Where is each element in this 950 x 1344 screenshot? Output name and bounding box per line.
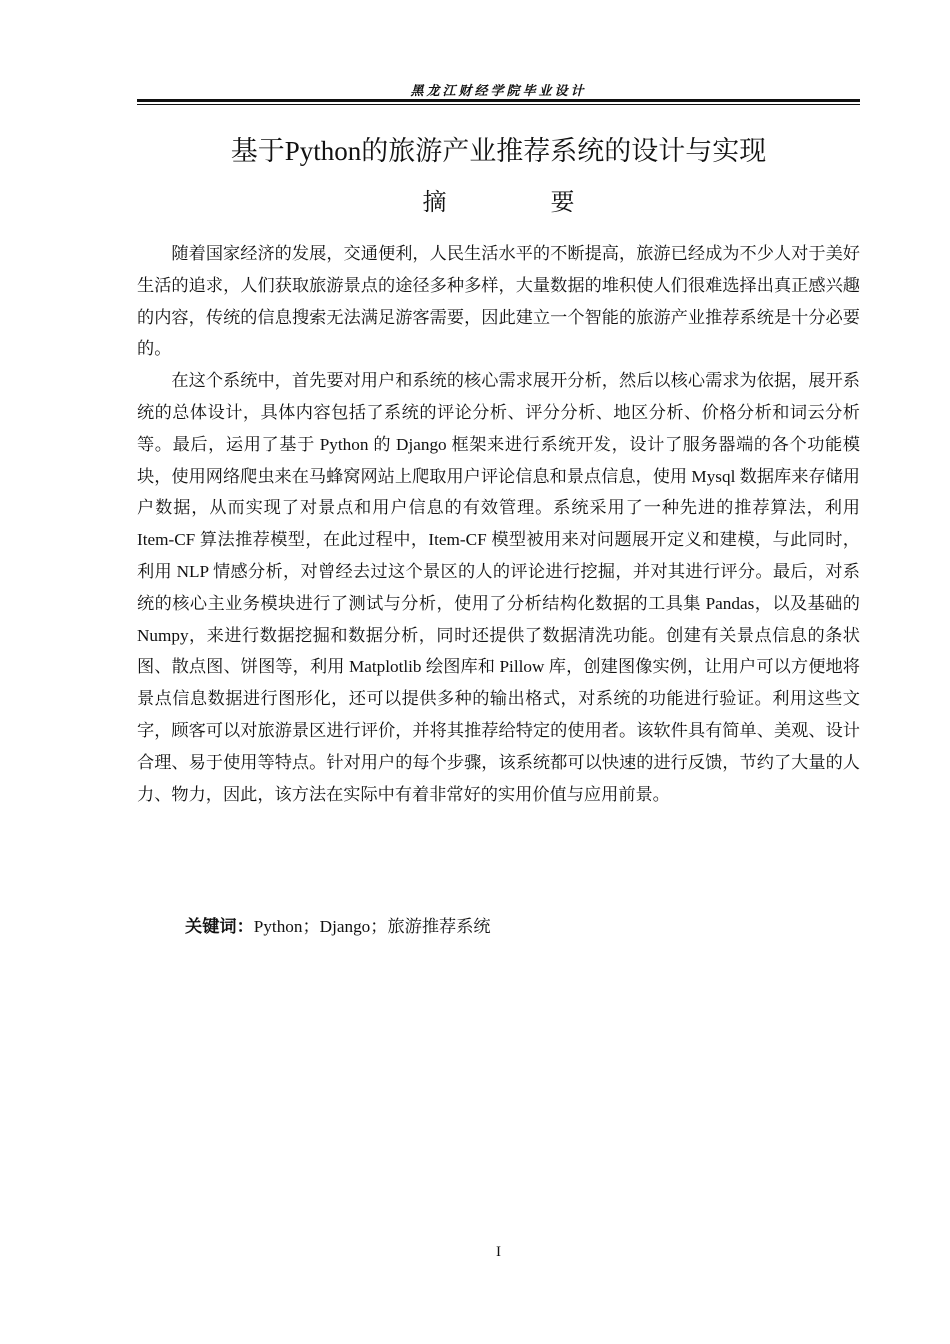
header-rule-thin — [137, 104, 860, 105]
header-rule-thick — [137, 99, 860, 102]
running-header: 黑龙江财经学院毕业设计 — [410, 83, 587, 98]
abstract-body — [137, 238, 860, 810]
keywords-line — [185, 912, 491, 942]
abstract-paragraph-2: 在这个系统中，首先要对用户和系统的核心需求展开分析，然后以核心需求为依据，展开系统的总体设计，具体内容包括了系统的评论分析、评分分析、地区分析、价格分析和词云分析等。最后，运用了基于 Python 的 Django 框架来进行系统开发，设计了服务器端的各个功能模块，使用网络爬虫来在马蜂窝网站上爬取用户评论信息和景点信息，使用 Mysql 数据库来存储用户数据，从而实现了对景点和用户信息的有效管理。系统采用了一种先进的推荐算法，利用 Item-CF 算法推荐模型，在此过程中，Item-CF 模型被用来对问题展开定义和建模，与此同时，利用 NLP 情感分析，对曾经去过这个景区的人的评论进行挖掘，并对其进行评分。最后，对系统的核心主业务模块进行了测试与分析，使用了分析结构化数据的工具集 Pandas，以及基础的 Numpy，来进行数据挖掘和数据分析，同时还提供了数据清洗功能。创建有关景点信息的条状图、散点图、饼图等，利用 Matplotlib 绘图库和 Pillow 库，创建图像实例，让用户可以方便地将景点信息数据进行图形化，还可以提供多种的输出格式，对系统的功能进行验证。利用这些文字，顾客可以对旅游景区进行评价，并将其推荐给特定的使用者。该软件具有简单、美观、设计合理、易于使用等特点。针对用户的每个步骤，该系统都可以快速的进行反馈，节约了大量的人力、物力，因此，该方法在实际中有着非常好的实用价值与应用前景。 — [137, 371, 860, 804]
document-title: 基于Python的旅游产业推荐系统的设计与实现 — [230, 136, 767, 166]
abstract-paragraph-1: 随着国家经济的发展，交通便利，人民生活水平的不断提高，旅游已经成为不少人对于美好生活的追求，人们获取旅游景点的途径多种多样，大量数据的堆积使人们很难选择出真正感兴趣的内容，传统的信息搜索无法满足游客需要，因此建立一个智能的旅游产业推荐系统是十分必要的。 — [137, 244, 860, 359]
page-number: I — [496, 1244, 501, 1260]
keywords-label: 关键词： — [185, 917, 254, 936]
abstract-heading: 摘 要 — [422, 190, 615, 216]
keywords-value: Python；Django；旅游推荐系统 — [253, 917, 491, 936]
